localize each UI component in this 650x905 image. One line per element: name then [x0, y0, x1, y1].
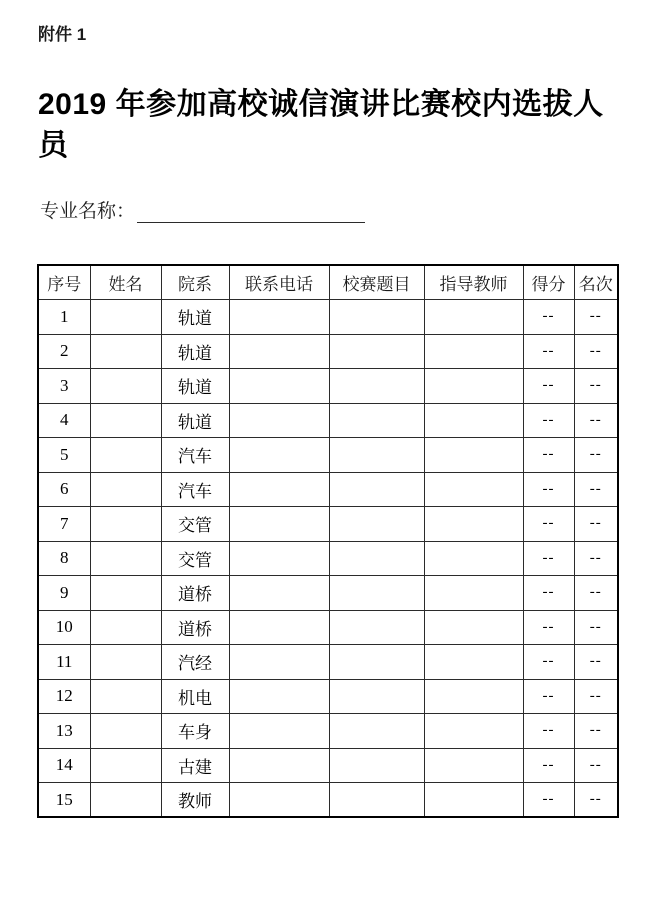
cell-teacher: [424, 541, 523, 576]
table-row: [38, 438, 618, 473]
major-name-line: [40, 196, 365, 223]
cell-teacher: [424, 334, 523, 369]
cell-topic: [329, 507, 424, 542]
column-header-no: 序号: [38, 265, 90, 300]
cell-rank: --: [574, 576, 618, 611]
cell-rank: --: [574, 679, 618, 714]
cell-teacher: [424, 438, 523, 473]
cell-no: 11: [38, 645, 90, 680]
cell-name: [90, 576, 161, 611]
table-header-row: [38, 265, 618, 300]
cell-phone: [229, 438, 329, 473]
cell-topic: [329, 472, 424, 507]
major-name-blank-underline: [137, 203, 365, 223]
cell-score: --: [523, 438, 574, 473]
cell-teacher: [424, 300, 523, 335]
cell-rank: --: [574, 438, 618, 473]
cell-name: [90, 679, 161, 714]
cell-dept: 道桥: [161, 610, 229, 645]
column-header-dept: 院系: [161, 265, 229, 300]
cell-teacher: [424, 748, 523, 783]
cell-score: --: [523, 472, 574, 507]
cell-dept: 古建: [161, 748, 229, 783]
cell-teacher: [424, 507, 523, 542]
cell-dept: 车身: [161, 714, 229, 749]
cell-name: [90, 645, 161, 680]
cell-name: [90, 438, 161, 473]
cell-rank: --: [574, 748, 618, 783]
cell-topic: [329, 783, 424, 818]
cell-score: --: [523, 783, 574, 818]
cell-score: --: [523, 645, 574, 680]
cell-teacher: [424, 403, 523, 438]
cell-dept: 轨道: [161, 369, 229, 404]
cell-dept: 轨道: [161, 300, 229, 335]
cell-phone: [229, 610, 329, 645]
cell-topic: [329, 645, 424, 680]
cell-dept: 轨道: [161, 403, 229, 438]
cell-score: --: [523, 610, 574, 645]
cell-score: --: [523, 714, 574, 749]
cell-name: [90, 783, 161, 818]
table-body: [38, 300, 618, 818]
cell-topic: [329, 610, 424, 645]
cell-rank: --: [574, 610, 618, 645]
cell-dept: 机电: [161, 679, 229, 714]
cell-name: [90, 610, 161, 645]
cell-no: 10: [38, 610, 90, 645]
cell-rank: --: [574, 369, 618, 404]
cell-topic: [329, 369, 424, 404]
cell-topic: [329, 541, 424, 576]
table-row: [38, 645, 618, 680]
cell-phone: [229, 714, 329, 749]
column-header-name: 姓名: [90, 265, 161, 300]
cell-no: 1: [38, 300, 90, 335]
table-row: [38, 541, 618, 576]
cell-topic: [329, 748, 424, 783]
column-header-phone: 联系电话: [229, 265, 329, 300]
column-header-rank: 名次: [574, 265, 618, 300]
cell-rank: --: [574, 472, 618, 507]
cell-name: [90, 541, 161, 576]
cell-phone: [229, 507, 329, 542]
cell-dept: 轨道: [161, 334, 229, 369]
cell-topic: [329, 403, 424, 438]
table-row: [38, 748, 618, 783]
cell-dept: 汽经: [161, 645, 229, 680]
cell-score: --: [523, 334, 574, 369]
cell-phone: [229, 472, 329, 507]
cell-name: [90, 507, 161, 542]
cell-rank: --: [574, 334, 618, 369]
page-title: 2019 年参加高校诚信演讲比赛校内选拔人员: [38, 88, 604, 162]
cell-rank: --: [574, 541, 618, 576]
cell-dept: 汽车: [161, 438, 229, 473]
column-header-teacher: 指导教师: [424, 265, 523, 300]
table-row: [38, 507, 618, 542]
cell-phone: [229, 679, 329, 714]
cell-teacher: [424, 610, 523, 645]
cell-phone: [229, 369, 329, 404]
cell-phone: [229, 576, 329, 611]
cell-topic: [329, 334, 424, 369]
cell-dept: 道桥: [161, 576, 229, 611]
cell-phone: [229, 748, 329, 783]
cell-topic: [329, 300, 424, 335]
cell-no: 2: [38, 334, 90, 369]
cell-rank: --: [574, 783, 618, 818]
cell-dept: 教师: [161, 783, 229, 818]
cell-phone: [229, 300, 329, 335]
cell-topic: [329, 679, 424, 714]
cell-name: [90, 472, 161, 507]
table-row: [38, 576, 618, 611]
cell-no: 15: [38, 783, 90, 818]
cell-score: --: [523, 369, 574, 404]
cell-score: --: [523, 541, 574, 576]
cell-rank: --: [574, 645, 618, 680]
cell-rank: --: [574, 714, 618, 749]
cell-no: 6: [38, 472, 90, 507]
table-row: [38, 300, 618, 335]
cell-dept: 汽车: [161, 472, 229, 507]
selection-roster-table: [37, 264, 619, 818]
cell-phone: [229, 334, 329, 369]
cell-score: --: [523, 748, 574, 783]
cell-no: 13: [38, 714, 90, 749]
cell-name: [90, 403, 161, 438]
table-row: [38, 472, 618, 507]
cell-teacher: [424, 576, 523, 611]
cell-phone: [229, 541, 329, 576]
cell-no: 8: [38, 541, 90, 576]
cell-score: --: [523, 507, 574, 542]
table-row: [38, 334, 618, 369]
cell-no: 3: [38, 369, 90, 404]
cell-name: [90, 300, 161, 335]
cell-name: [90, 748, 161, 783]
cell-teacher: [424, 714, 523, 749]
cell-score: --: [523, 679, 574, 714]
cell-no: 5: [38, 438, 90, 473]
cell-no: 12: [38, 679, 90, 714]
cell-rank: --: [574, 507, 618, 542]
cell-topic: [329, 438, 424, 473]
table-row: [38, 610, 618, 645]
cell-rank: --: [574, 403, 618, 438]
cell-score: --: [523, 300, 574, 335]
cell-phone: [229, 403, 329, 438]
table-row: [38, 369, 618, 404]
cell-score: --: [523, 576, 574, 611]
cell-topic: [329, 714, 424, 749]
cell-teacher: [424, 369, 523, 404]
cell-phone: [229, 783, 329, 818]
cell-no: 14: [38, 748, 90, 783]
cell-rank: --: [574, 300, 618, 335]
cell-teacher: [424, 783, 523, 818]
cell-teacher: [424, 472, 523, 507]
cell-name: [90, 369, 161, 404]
cell-score: --: [523, 403, 574, 438]
cell-teacher: [424, 645, 523, 680]
column-header-score: 得分: [523, 265, 574, 300]
table-row: [38, 403, 618, 438]
cell-no: 7: [38, 507, 90, 542]
table-row: [38, 714, 618, 749]
cell-dept: 交管: [161, 507, 229, 542]
cell-topic: [329, 576, 424, 611]
cell-name: [90, 334, 161, 369]
cell-no: 4: [38, 403, 90, 438]
major-name-label: 专业名称：: [40, 201, 136, 222]
cell-dept: 交管: [161, 541, 229, 576]
column-header-topic: 校赛题目: [329, 265, 424, 300]
cell-name: [90, 714, 161, 749]
table-row: [38, 679, 618, 714]
cell-teacher: [424, 679, 523, 714]
cell-phone: [229, 645, 329, 680]
attachment-label: 附件 1: [38, 25, 87, 44]
cell-no: 9: [38, 576, 90, 611]
table-row: [38, 783, 618, 818]
